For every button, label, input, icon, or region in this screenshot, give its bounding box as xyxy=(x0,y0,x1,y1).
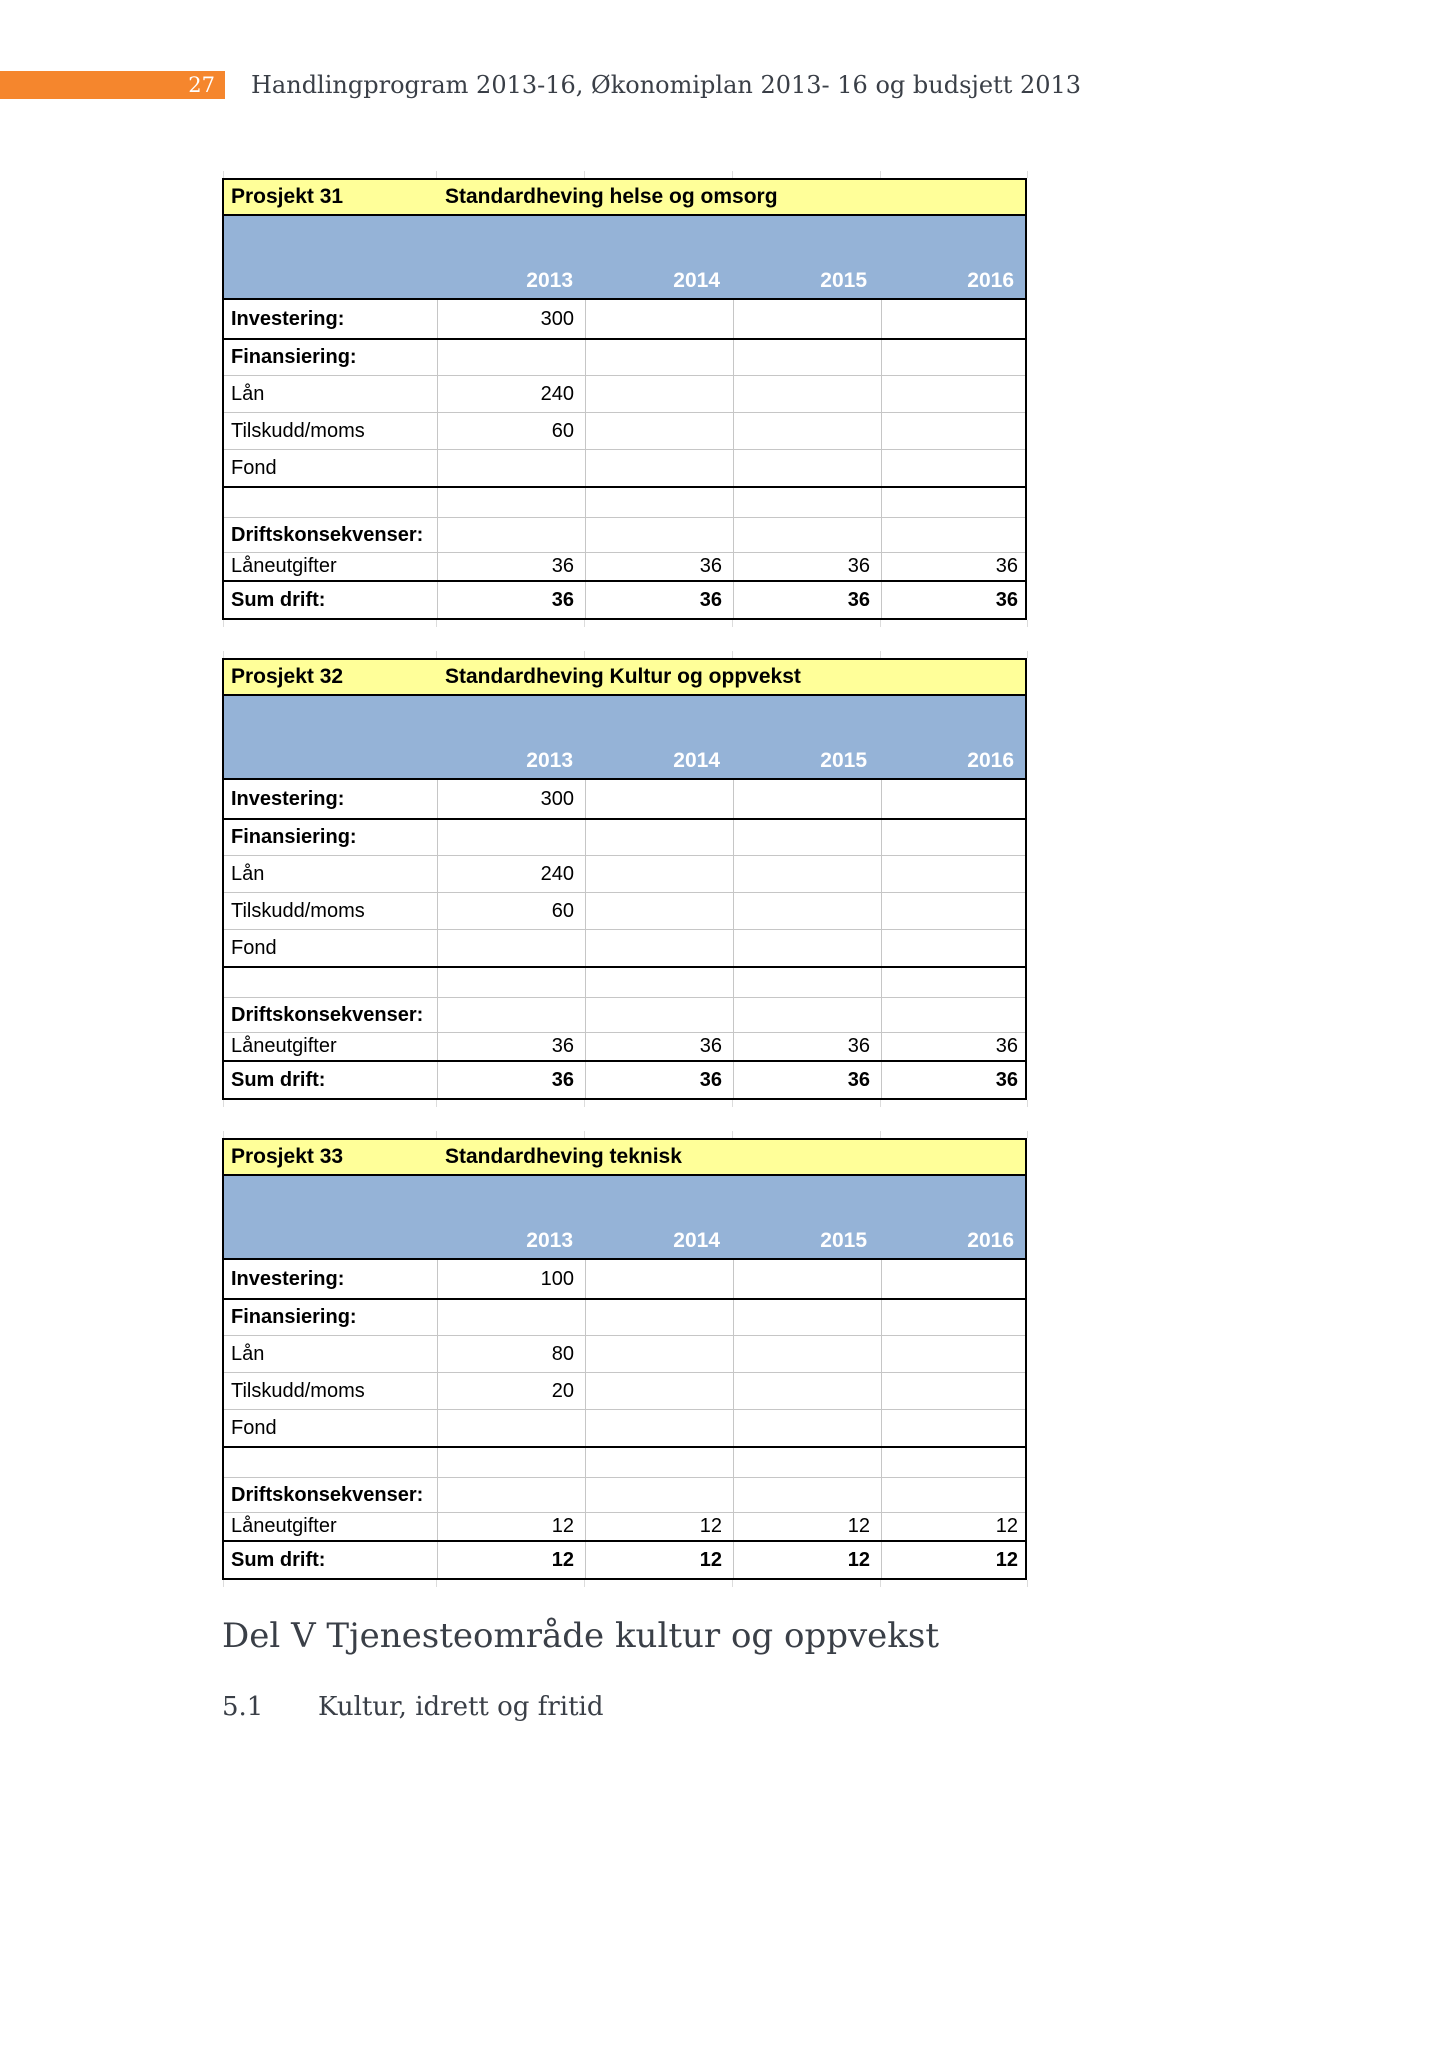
row-label: Sum drift: xyxy=(231,1068,326,1091)
table-row xyxy=(224,997,1025,1032)
cell-value: 12 xyxy=(585,1542,733,1578)
table-body xyxy=(224,300,1025,618)
cell-value xyxy=(733,893,881,929)
cell-value xyxy=(733,413,881,449)
cell-value xyxy=(733,968,881,997)
year-label: 2015 xyxy=(820,269,867,292)
cell-value xyxy=(585,1410,733,1446)
table-row xyxy=(224,1032,1025,1060)
row-label xyxy=(224,968,437,997)
cell-value xyxy=(881,413,1029,449)
cell-value: 300 xyxy=(437,300,585,338)
page-number: 27 xyxy=(188,72,215,97)
cell-value xyxy=(733,1478,881,1512)
project-number: Prosjekt 33 xyxy=(231,1145,344,1168)
cell-value: 12 xyxy=(437,1513,585,1540)
year-label: 2013 xyxy=(526,269,573,292)
row-label: Låneutgifter xyxy=(231,1515,337,1537)
cell-value xyxy=(881,930,1029,966)
cell-value xyxy=(881,340,1029,375)
cell-value xyxy=(585,300,733,338)
table-row xyxy=(224,818,1025,855)
cell-value xyxy=(585,820,733,855)
row-label: Driftskonsekvenser: xyxy=(231,523,424,546)
row-label: Driftskonsekvenser: xyxy=(231,1003,424,1026)
table-row xyxy=(224,855,1025,892)
cell-value xyxy=(881,1410,1029,1446)
project-title: Standardheving Kultur og oppvekst xyxy=(445,665,801,688)
cell-value xyxy=(881,893,1029,929)
cell-value: 36 xyxy=(733,1062,881,1098)
cell-value xyxy=(437,1410,585,1446)
cell-value xyxy=(585,780,733,818)
cell-value xyxy=(881,856,1029,892)
row-label xyxy=(224,488,437,517)
table-row xyxy=(224,1409,1025,1446)
cell-value: 240 xyxy=(437,856,585,892)
cell-value xyxy=(585,340,733,375)
table-years-row xyxy=(224,696,1025,780)
table-row xyxy=(224,1446,1025,1477)
row-label xyxy=(224,1448,437,1477)
cell-value: 36 xyxy=(733,582,881,618)
table-row xyxy=(224,517,1025,552)
cell-value xyxy=(733,856,881,892)
cell-value xyxy=(437,968,585,997)
cell-value xyxy=(437,1478,585,1512)
cell-value xyxy=(733,1260,881,1298)
cell-value: 60 xyxy=(437,893,585,929)
row-label: Driftskonsekvenser: xyxy=(231,1483,424,1506)
table-row xyxy=(224,780,1025,818)
subsection-heading xyxy=(222,1692,603,1722)
cell-value: 12 xyxy=(585,1513,733,1540)
cell-value xyxy=(585,1336,733,1372)
table-row xyxy=(224,486,1025,517)
table-title-row xyxy=(224,180,1025,216)
cell-value xyxy=(881,968,1029,997)
cell-value xyxy=(585,998,733,1032)
cell-value xyxy=(733,300,881,338)
year-label: 2016 xyxy=(967,269,1014,292)
cell-value xyxy=(881,488,1029,517)
row-label: Låneutgifter xyxy=(231,555,337,577)
row-label: Sum drift: xyxy=(231,588,326,611)
table-row xyxy=(224,449,1025,486)
cell-value: 36 xyxy=(881,582,1029,618)
cell-value xyxy=(585,968,733,997)
row-label: Tilskudd/moms xyxy=(231,1379,365,1402)
row-label: Fond xyxy=(231,456,277,479)
table-body xyxy=(224,780,1025,1098)
year-label: 2015 xyxy=(820,1229,867,1252)
cell-value xyxy=(881,1336,1029,1372)
row-label: Finansiering: xyxy=(231,826,357,848)
row-label: Investering: xyxy=(231,307,345,330)
cell-value xyxy=(585,930,733,966)
cell-value: 36 xyxy=(881,553,1029,580)
cell-value: 80 xyxy=(437,1336,585,1372)
cell-value xyxy=(881,1373,1029,1409)
cell-value xyxy=(881,1300,1029,1335)
cell-value: 12 xyxy=(881,1542,1029,1578)
cell-value xyxy=(437,1448,585,1477)
cell-value xyxy=(733,488,881,517)
year-label: 2014 xyxy=(673,749,720,772)
cell-value: 12 xyxy=(881,1513,1029,1540)
row-label: Tilskudd/moms xyxy=(231,419,365,442)
table-row xyxy=(224,300,1025,338)
cell-value xyxy=(585,1260,733,1298)
cell-value: 36 xyxy=(437,1033,585,1060)
row-label: Fond xyxy=(231,936,277,959)
row-label: Tilskudd/moms xyxy=(231,899,365,922)
cell-value xyxy=(881,1448,1029,1477)
cell-value xyxy=(733,1373,881,1409)
cell-value xyxy=(733,780,881,818)
cell-value xyxy=(585,1478,733,1512)
cell-value: 12 xyxy=(733,1542,881,1578)
cell-value: 36 xyxy=(585,1062,733,1098)
year-label: 2014 xyxy=(673,269,720,292)
table-row xyxy=(224,1260,1025,1298)
year-label: 2013 xyxy=(526,1229,573,1252)
subsection-number: 5.1 xyxy=(222,1692,264,1722)
cell-value: 36 xyxy=(585,1033,733,1060)
row-label: Finansiering: xyxy=(231,1306,357,1328)
cell-value: 12 xyxy=(437,1542,585,1578)
cell-value: 36 xyxy=(733,1033,881,1060)
table-row xyxy=(224,1060,1025,1098)
cell-value xyxy=(437,998,585,1032)
cell-value xyxy=(437,340,585,375)
cell-value xyxy=(437,930,585,966)
cell-value: 36 xyxy=(585,553,733,580)
cell-value xyxy=(585,856,733,892)
cell-value xyxy=(585,488,733,517)
row-label: Investering: xyxy=(231,787,345,810)
cell-value: 36 xyxy=(881,1062,1029,1098)
cell-value xyxy=(881,450,1029,486)
cell-value: 60 xyxy=(437,413,585,449)
table-title-row xyxy=(224,660,1025,696)
year-label: 2014 xyxy=(673,1229,720,1252)
table-row xyxy=(224,412,1025,449)
cell-value xyxy=(733,376,881,412)
cell-value: 300 xyxy=(437,780,585,818)
document-header-title: Handlingprogram 2013-16, Økonomiplan 2013- 16 og budsjett 2013 xyxy=(251,71,1082,99)
table-years-row xyxy=(224,216,1025,300)
cell-value xyxy=(881,820,1029,855)
table-row xyxy=(224,580,1025,618)
row-label: Finansiering: xyxy=(231,346,357,368)
cell-value xyxy=(733,930,881,966)
cell-value xyxy=(881,518,1029,552)
cell-value xyxy=(585,893,733,929)
cell-value xyxy=(585,1448,733,1477)
page-number-block xyxy=(0,71,225,99)
cell-value: 20 xyxy=(437,1373,585,1409)
cell-value: 100 xyxy=(437,1260,585,1298)
cell-value xyxy=(881,1260,1029,1298)
table-row xyxy=(224,1335,1025,1372)
table-row xyxy=(224,1477,1025,1512)
table-years-row xyxy=(224,1176,1025,1260)
row-label: Lån xyxy=(231,862,265,885)
cell-value: 36 xyxy=(437,553,585,580)
cell-value xyxy=(585,450,733,486)
row-label: Investering: xyxy=(231,1267,345,1290)
cell-value xyxy=(437,518,585,552)
cell-value: 36 xyxy=(733,553,881,580)
project-table-32 xyxy=(222,658,1027,1100)
cell-value xyxy=(733,1336,881,1372)
table-row xyxy=(224,1298,1025,1335)
table-row xyxy=(224,929,1025,966)
row-label: Lån xyxy=(231,382,265,405)
project-table-33 xyxy=(222,1138,1027,1580)
cell-value xyxy=(585,1373,733,1409)
cell-value: 36 xyxy=(437,1062,585,1098)
section-heading: Del V Tjenesteområde kultur og oppvekst xyxy=(222,1616,940,1656)
project-title: Standardheving helse og omsorg xyxy=(445,185,778,208)
cell-value xyxy=(437,1300,585,1335)
cell-value xyxy=(881,998,1029,1032)
project-number: Prosjekt 31 xyxy=(231,185,344,208)
row-label: Sum drift: xyxy=(231,1548,326,1571)
cell-value xyxy=(733,340,881,375)
year-label: 2015 xyxy=(820,749,867,772)
cell-value xyxy=(881,376,1029,412)
row-label: Lån xyxy=(231,1342,265,1365)
cell-value: 36 xyxy=(881,1033,1029,1060)
row-label: Fond xyxy=(231,1416,277,1439)
cell-value xyxy=(733,998,881,1032)
table-row xyxy=(224,1512,1025,1540)
cell-value xyxy=(881,780,1029,818)
cell-value xyxy=(733,450,881,486)
cell-value xyxy=(733,1300,881,1335)
cell-value xyxy=(585,413,733,449)
cell-value xyxy=(733,1448,881,1477)
cell-value xyxy=(585,518,733,552)
cell-value xyxy=(585,1300,733,1335)
cell-value: 36 xyxy=(437,582,585,618)
cell-value: 12 xyxy=(733,1513,881,1540)
table-row xyxy=(224,892,1025,929)
year-label: 2016 xyxy=(967,749,1014,772)
project-table-31 xyxy=(222,178,1027,620)
cell-value: 36 xyxy=(585,582,733,618)
cell-value xyxy=(881,1478,1029,1512)
cell-value xyxy=(881,300,1029,338)
table-title-row xyxy=(224,1140,1025,1176)
table-row xyxy=(224,1540,1025,1578)
table-row xyxy=(224,966,1025,997)
cell-value xyxy=(437,820,585,855)
table-row xyxy=(224,375,1025,412)
table-row xyxy=(224,1372,1025,1409)
cell-value xyxy=(733,820,881,855)
project-title: Standardheving teknisk xyxy=(445,1145,682,1168)
row-label: Låneutgifter xyxy=(231,1035,337,1057)
year-label: 2016 xyxy=(967,1229,1014,1252)
cell-value: 240 xyxy=(437,376,585,412)
cell-value xyxy=(437,488,585,517)
subsection-title: Kultur, idrett og fritid xyxy=(318,1692,604,1722)
cell-value xyxy=(733,518,881,552)
table-body xyxy=(224,1260,1025,1578)
table-row xyxy=(224,552,1025,580)
cell-value xyxy=(585,376,733,412)
page-header xyxy=(0,71,1448,99)
cell-value xyxy=(733,1410,881,1446)
project-number: Prosjekt 32 xyxy=(231,665,344,688)
table-row xyxy=(224,338,1025,375)
cell-value xyxy=(437,450,585,486)
year-label: 2013 xyxy=(526,749,573,772)
